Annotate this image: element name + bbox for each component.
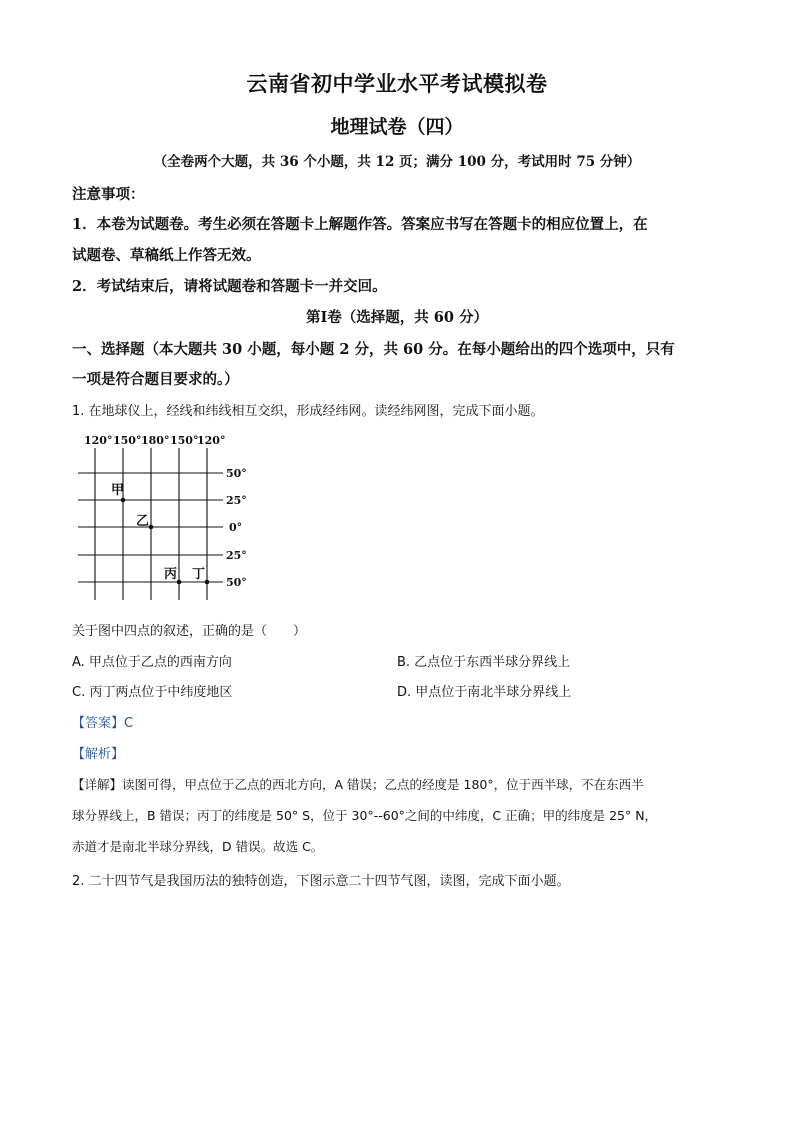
latitude-label: 0°	[229, 521, 243, 534]
question-1-stem: 1. 在地球仪上，经线和纬线相互交织，形成经纬网。读经纬网图，完成下面小题。	[72, 404, 544, 419]
option-a: A. 甲点位于乙点的西南方向	[72, 655, 232, 670]
analysis-label: 【解析】	[72, 747, 125, 762]
notes-item-1-line-2: 试题卷、草稿纸上作答无效。	[72, 247, 261, 264]
latitude-label: 25°	[226, 494, 247, 507]
point-yi-label: 乙	[136, 514, 150, 529]
section-heading-line-1: 一、选择题（本大题共 30 小题，每小题 2 分，共 60 分。在每小题给出的四个选项中，只有	[72, 341, 675, 358]
longitude-labels	[84, 434, 225, 447]
point-ding-marker	[205, 580, 210, 585]
question-1-prompt: 关于图中四点的叙述，正确的是（ ）	[72, 624, 307, 639]
notes-item-2: 2．考试结束后，请将试题卷和答题卡一并交回。	[72, 278, 387, 295]
latitude-label: 25°	[226, 549, 247, 562]
longitude-label: 150°	[113, 434, 142, 447]
point-bing-label: 丙	[164, 567, 178, 582]
point-yi-marker	[149, 525, 154, 530]
longitude-label: 120°	[197, 434, 226, 447]
question-2-stem: 2. 二十四节气是我国历法的独特创造，下图示意二十四节气图，读图，完成下面小题。	[72, 874, 570, 889]
option-c: C. 丙丁两点位于中纬度地区	[72, 685, 233, 700]
point-labels	[111, 483, 205, 582]
exam-subtitle: 地理试卷（四）	[330, 116, 464, 138]
detail-line-1: 【详解】读图可得，甲点位于乙点的西北方向，A 错误；乙点的经度是 180°，位于西半球，不在东西半	[72, 777, 644, 792]
point-jia-label: 甲	[111, 483, 125, 498]
longitude-label: 150°	[170, 434, 199, 447]
meridian-lines	[95, 448, 207, 600]
detail-line-2: 球分界线上，B 错误；丙丁的纬度是 50° S，位于 30°--60°之间的中纬度，C 正确；甲的纬度是 25° N，	[72, 808, 658, 823]
latitude-label: 50°	[226, 467, 247, 480]
graticule-figure	[78, 430, 278, 605]
option-d: D. 甲点位于南北半球分界线上	[397, 685, 572, 700]
section-heading-line-2: 一项是符合题目要求的。）	[72, 371, 239, 388]
notes-item-1-line-1: 1．本卷为试题卷。考生必须在答题卡上解题作答。答案应书写在答题卡的相应位置上，在	[72, 216, 648, 233]
longitude-label: 180°	[141, 434, 170, 447]
latitude-labels	[226, 467, 247, 589]
exam-title: 云南省初中学业水平考试模拟卷	[246, 71, 548, 96]
answer-label: 【答案】C	[72, 716, 134, 731]
latitude-label: 50°	[226, 576, 247, 589]
point-ding-label: 丁	[192, 567, 206, 582]
exam-info: （全卷两个大题，共 36 个小题，共 12 页；满分 100 分，考试用时 75 分钟）	[153, 154, 641, 170]
option-b: B. 乙点位于东西半球分界线上	[397, 655, 571, 670]
detail-line-3: 赤道才是南北半球分界线，D 错误。故选 C。	[72, 839, 324, 854]
notes-heading: 注意事项：	[72, 186, 145, 203]
longitude-label: 120°	[84, 434, 113, 447]
point-jia-marker	[121, 498, 126, 503]
point-bing-marker	[177, 580, 182, 585]
part1-heading: 第Ⅰ卷（选择题，共 60 分）	[305, 309, 489, 326]
